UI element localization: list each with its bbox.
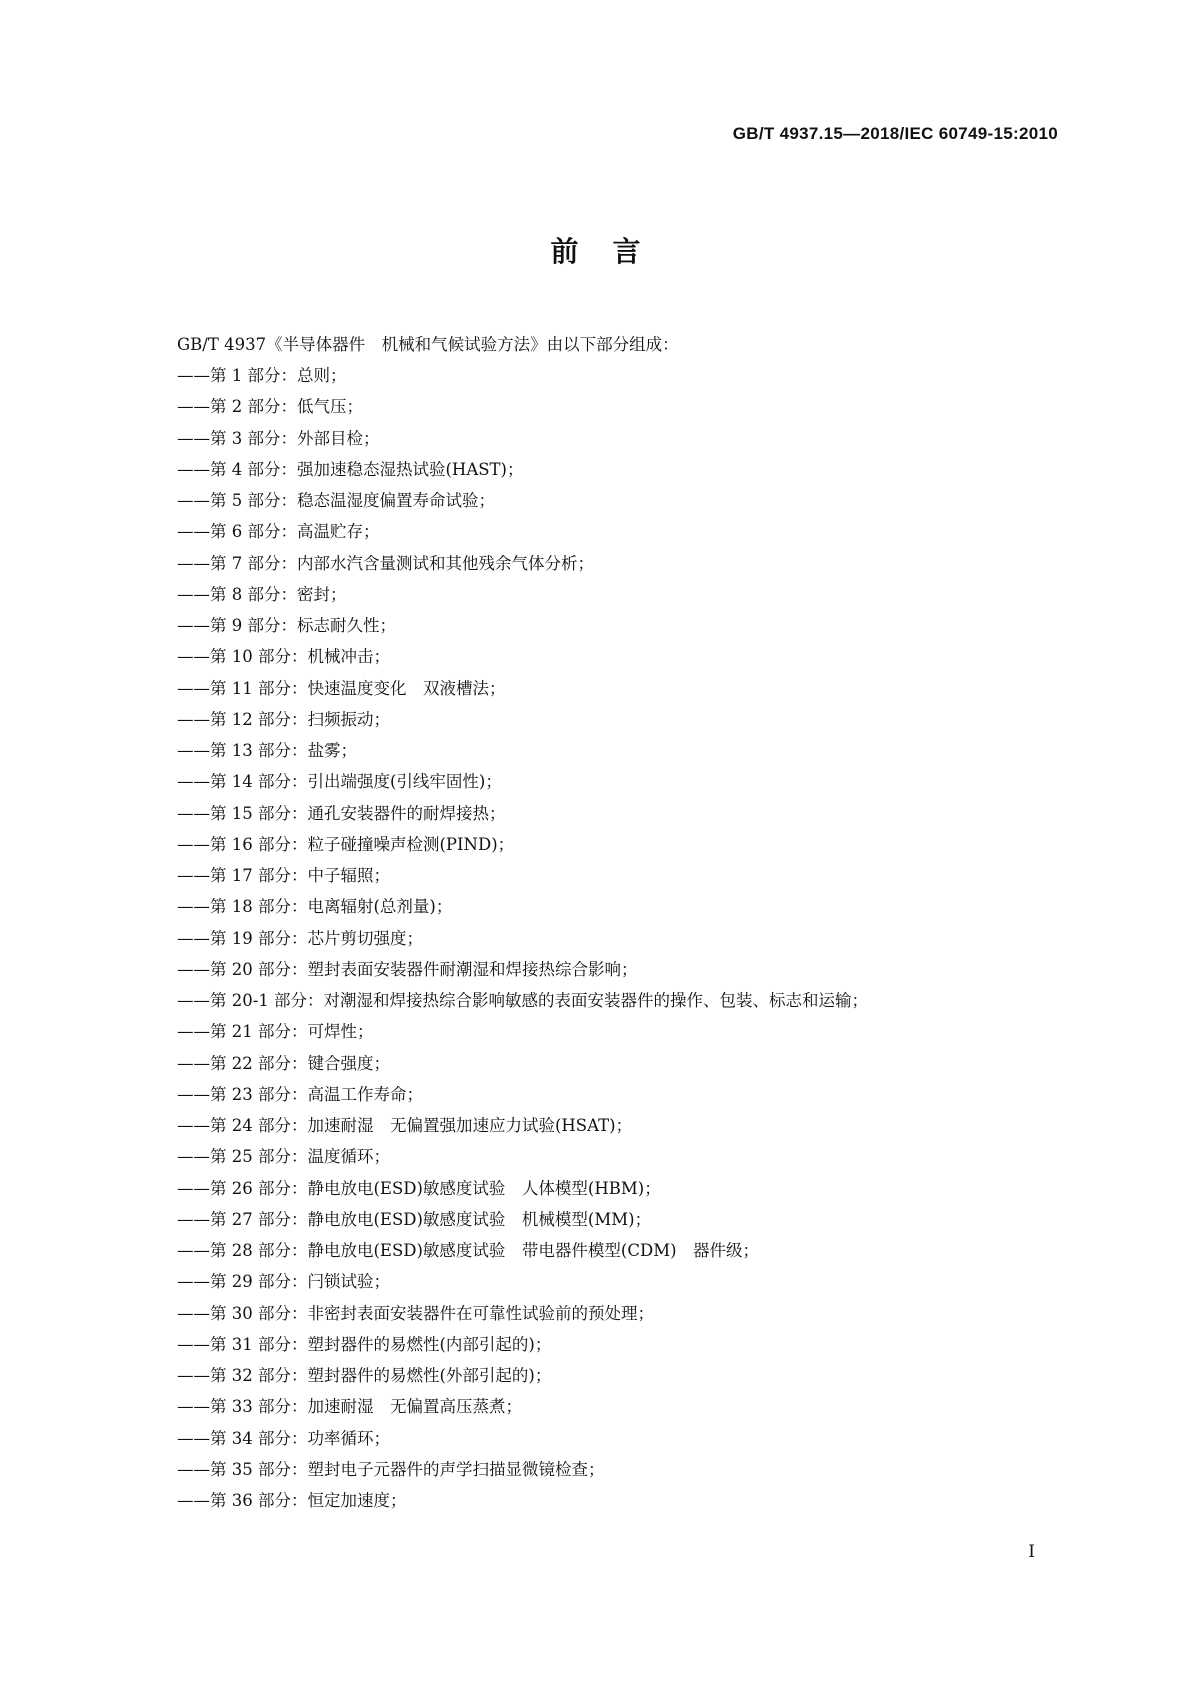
list-item: ——第 7 部分：内部水汽含量测试和其他残余气体分析；: [177, 553, 594, 573]
list-item: ——第 17 部分：中子辐照；: [177, 866, 390, 885]
list-item: ——第 29 部分：闩锁试验；: [177, 1272, 390, 1292]
list-item: ——第 34 部分：功率循环；: [177, 1428, 390, 1448]
list-item: ——第 32 部分：塑封器件的易燃性(外部引起的)；: [177, 1366, 552, 1385]
list-item: ——第 36 部分：恒定加速度；: [177, 1491, 407, 1510]
list-item: ——第 2 部分：低气压；: [177, 397, 363, 417]
list-item: ——第 18 部分：电离辐射(总剂量)；: [177, 897, 453, 917]
list-item: ——第 14 部分：引出端强度(引线牢固性)；: [177, 772, 502, 792]
list-item: ——第 28 部分：静电放电(ESD)敏感度试验 带电器件模型(CDM) 器件级；: [177, 1241, 760, 1260]
list-item: ——第 19 部分：芯片剪切强度；: [177, 928, 423, 948]
list-item: ——第 10 部分：机械冲击；: [177, 647, 390, 667]
list-item: ——第 11 部分：快速温度变化 双液槽法；: [177, 678, 506, 698]
page-title: 前言: [550, 235, 675, 268]
list-item: ——第 33 部分：加速耐湿 无偏置高压蒸煮；: [177, 1397, 522, 1417]
list-item: ——第 13 部分：盐雾；: [177, 741, 357, 760]
list-item: ——第 20-1 部分：对潮湿和焊接热综合影响敏感的表面安装器件的操作、包装、标志和运输；: [177, 991, 869, 1010]
list-item: ——第 24 部分：加速耐湿 无偏置强加速应力试验(HSAT)；: [177, 1116, 633, 1135]
list-item: ——第 8 部分：密封；: [177, 584, 347, 604]
list-item: ——第 23 部分：高温工作寿命；: [177, 1084, 423, 1104]
list-item: ——第 27 部分：静电放电(ESD)敏感度试验 机械模型(MM)；: [177, 1209, 652, 1229]
intro-paragraph: GB/T 4937《半导体器件 机械和气候试验方法》由以下部分组成：: [177, 335, 679, 354]
list-item: ——第 6 部分：高温贮存；: [177, 522, 380, 542]
list-item: ——第 30 部分：非密封表面安装器件在可靠性试验前的预处理；: [177, 1303, 654, 1323]
list-item: ——第 15 部分：通孔安装器件的耐焊接热；: [177, 803, 506, 823]
list-item: ——第 26 部分：静电放电(ESD)敏感度试验 人体模型(HBM)；: [177, 1178, 661, 1198]
list-item: ——第 20 部分：塑封表面安装器件耐潮湿和焊接热综合影响；: [177, 959, 638, 979]
list-item: ——第 21 部分：可焊性；: [177, 1022, 374, 1042]
list-item: ——第 31 部分：塑封器件的易燃性(内部引起的)；: [177, 1334, 552, 1354]
list-item: ——第 16 部分：粒子碰撞噪声检测(PIND)；: [177, 834, 515, 854]
standard-code-header: GB/T 4937.15—2018/IEC 60749-15:2010: [732, 124, 1058, 143]
list-item: ——第 12 部分：扫频振动；: [177, 709, 390, 729]
list-item: ——第 9 部分：标志耐久性；: [177, 616, 396, 635]
list-item: ——第 3 部分：外部目检；: [177, 428, 380, 448]
parts-list: [177, 364, 868, 1520]
list-item: ——第 4 部分：强加速稳态湿热试验(HAST)；: [177, 459, 524, 479]
list-item: ——第 5 部分：稳态温湿度偏置寿命试验；: [177, 491, 495, 510]
page-number: I: [1028, 1542, 1035, 1562]
list-item: ——第 22 部分：键合强度；: [177, 1053, 390, 1073]
list-item: ——第 35 部分：塑封电子元器件的声学扫描显微镜检查；: [177, 1459, 605, 1479]
list-item: ——第 25 部分：温度循环；: [177, 1147, 390, 1167]
list-item: ——第 1 部分：总则；: [177, 366, 347, 385]
